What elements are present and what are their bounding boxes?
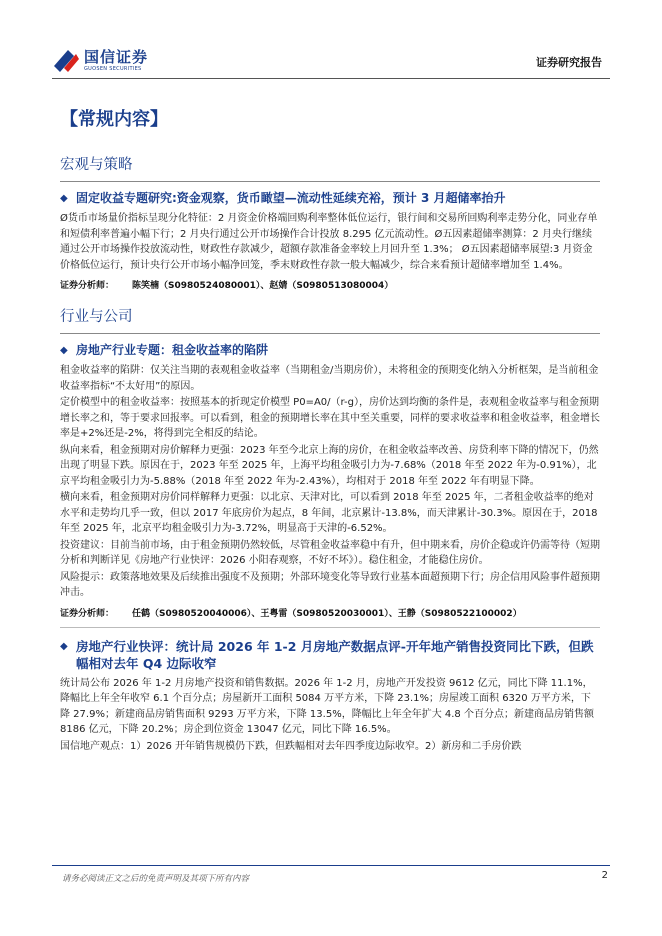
article-title[interactable]	[60, 342, 600, 359]
diamond-bullet-icon: ◆	[60, 345, 68, 356]
article-paragraph: Ø货币市场量价指标呈现分化特征：2 月资金价格端回购利率整体低位运行，银行间和交易所回购利率走势分化，同业存单和短债利率普遍小幅下行；2 月央行通过公开市场操作合计投放 8.295 亿元流动性。Ø五因素超储率测算：2 月央行继续通过公开市场操作投放流动性，财政性存款减少，超额存款准备金率较上月回升至 1.3%； Ø五因素超储率展望:3 月资金价格低位运行，预计央行公开市场小幅净回笼，季末财政性存款一般大幅减少，综合来看预计超储率增加至 1.4%。	[60, 213, 598, 271]
logo-chinese-name: 国信证券	[84, 48, 149, 66]
article-title[interactable]	[60, 190, 600, 207]
section-title: 宏观与策略	[60, 157, 133, 173]
article-fixed-income	[60, 190, 600, 293]
article-title-text: 固定收益专题研究:资金观察，货币瞰望—流动性延续充裕，预计 3 月超储率抬升	[76, 191, 506, 205]
article-title-text: 房地产行业专题：租金收益率的陷阱	[76, 343, 269, 357]
report-type-label: 证券研究报告	[536, 56, 602, 69]
analyst-names: 陈笑楠（S0980524080001）、赵婧（S0980513080004）	[132, 281, 394, 291]
article-paragraph: 风险提示：政策落地效果及后续推出强度不及预期；外部环境变化等导致行业基本面超预期下行；房企信用风险事件超预期冲击。	[60, 571, 600, 598]
section-divider	[60, 181, 600, 182]
page-number: 2	[601, 870, 608, 881]
disclaimer-note: 请务必阅读正文之后的免责声明及其项下所有内容	[62, 874, 250, 884]
article-paragraph: 投资建议：目前当前市场，由于租金预期仍然较低，尽管租金收益率稳中有升，但中期来看，房价企稳或许仍需等待（短期分析和判断详见《房地产行业快评：2026 小阳春观察，不好不坏》）。稳住租金，才能稳住房价。	[60, 539, 600, 566]
analyst-label: 证券分析师：	[60, 608, 115, 619]
article-paragraph: 定价模型中的租金收益率：按照基本的折现定价模型 P0=A0/（r-g），房价达到均衡的条件是，表观租金收益率与租金预期增长率之和，等于要求回报率。可以看到，租金的预期增长率在其中至关重要，同样的要求收益率和租金收益率，租金增长率是+2%还是-2%，将得到完全相反的结论。	[60, 397, 600, 439]
article-nbs-data-review	[60, 638, 600, 755]
article-title[interactable]	[60, 638, 600, 672]
logo-english-name: GUOSEN SECURITIES	[84, 66, 142, 72]
analyst-line	[60, 279, 600, 293]
article-rental-yield	[60, 342, 600, 628]
header-divider	[52, 78, 610, 79]
footer-divider	[52, 865, 610, 866]
diamond-bullet-icon: ◆	[60, 640, 68, 652]
analyst-label: 证券分析师：	[60, 281, 115, 291]
article-paragraph: 纵向来看，租金预期对房价解释力更强：2023 年至今北京上海的房价，在租金收益率改善、房贷利率下降的情况下，仍然出现了明显下跌。原因在于，2023 年至 2025 年，上海平均租金吸引力为-7.68%（2018 年至 2022 年为-0.91%），北京平均租金吸引力为-5.88%（2018 年至 2022 年为-2.43%），均相对于 2018 年至 2022 年有明显下降。	[60, 444, 599, 487]
analyst-names: 任鹤（S0980520040006）、王粤雷（S0980520030001）、王静（S0980522100002）	[132, 608, 522, 619]
article-paragraph: 租金收益率的陷阱：仅关注当期的表观租金收益率（当期租金/当期房价），未将租金的预期变化纳入分析框架，是当前租金收益率指标“不太好用”的原因。	[60, 365, 599, 392]
guosen-logo	[52, 44, 202, 78]
article-paragraph: 国信地产观点：1）2026 开年销售规模仍下跌，但跌幅相对去年四季度边际收窄。2）新房和二手房价跌	[60, 740, 522, 752]
page-header	[0, 0, 662, 80]
page-footer	[52, 865, 610, 884]
section-industry-company	[60, 305, 600, 754]
guosen-logo-icon	[52, 46, 80, 74]
diamond-bullet-icon: ◆	[60, 193, 68, 204]
section-macro-strategy	[60, 153, 600, 293]
article-paragraph: 统计局公布 2026 年 1-2 月房地产投资和销售数据。2026 年 1-2 月，房地产开发投资 9612 亿元，同比下降 11.1%，降幅比上年全年收窄 6.1 个百分点；房屋新开工面积 5084 万平方米，下降 23.1%；房屋竣工面积 6320 万平方米，下降 27.9%；新建商品房销售面积 9293 万平方米，下降 13.5%，降幅比上年全年扩大 4.8 个百分点；新建商品房销售额 8186 亿元，下降 20.2%；房企到位资金 13047 亿元，同比下降 16.5%。	[60, 677, 594, 735]
article-paragraph: 横向来看，租金预期对房价同样解释力更强：以北京、天津对比，可以看到 2018 年至 2025 年，二者租金收益率的绝对水平和走势均几乎一致，但以 2017 年底房价为起点，8 年间，北京累计-13.8%，而天津累计-30.3%。原因在于，2018 年至 2025 年，北京平均租金吸引力为-3.72%，明显高于天津的-6.52%。	[60, 492, 598, 534]
page-title: 【常规内容】	[60, 109, 168, 130]
section-divider	[60, 333, 600, 334]
section-title: 行业与公司	[60, 309, 133, 325]
main-content	[60, 105, 600, 755]
article-title-text: 房地产行业快评：统计局 2026 年 1-2 月房地产数据点评-开年地产销售投资同比下跌，但跌幅相对去年 Q4 边际收窄	[76, 638, 594, 671]
analyst-line	[60, 607, 600, 621]
